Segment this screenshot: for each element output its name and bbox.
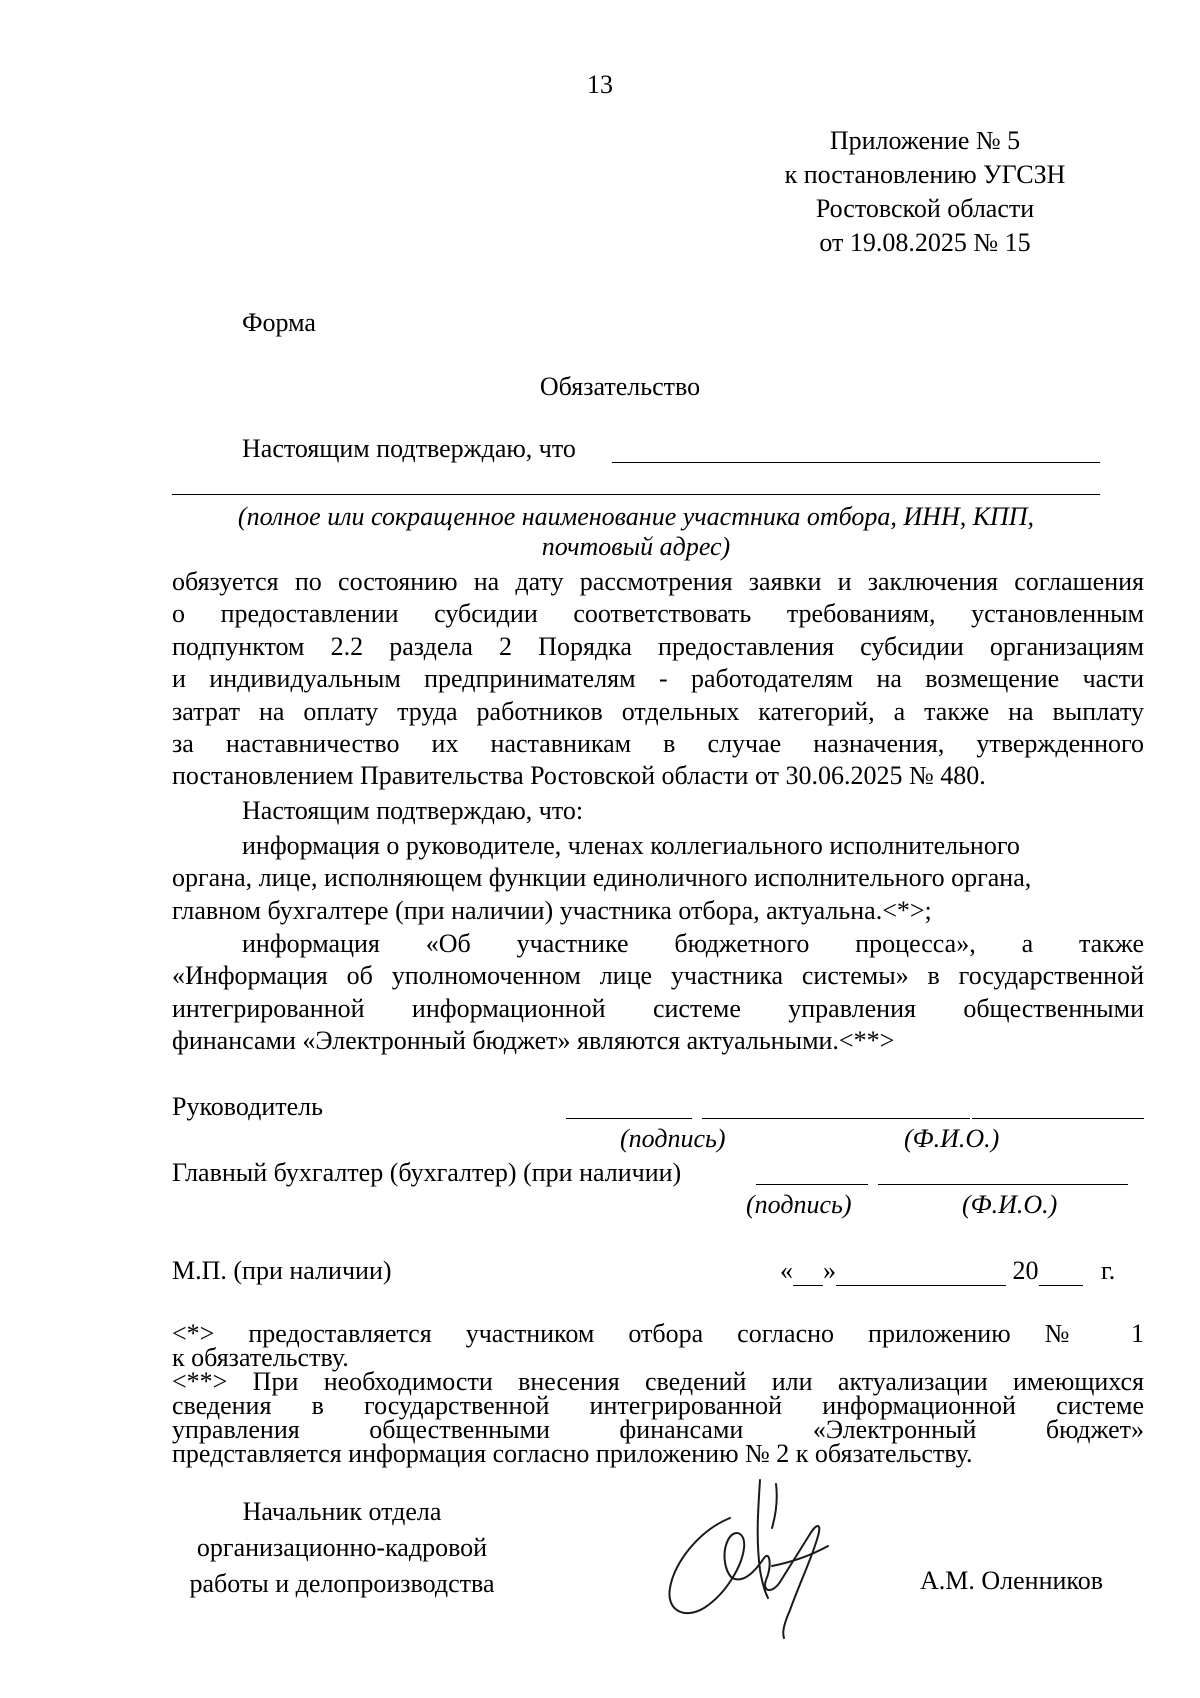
date-close-quote: » <box>823 1256 836 1285</box>
paragraph-line: за наставничество их наставникам в случае назначения, утвержденного <box>172 729 1144 759</box>
footnote2-line: представляется информация согласно приложению № 2 к обязательству. <box>172 1439 973 1468</box>
info1-line: главном бухгалтере (при наличии) участника отбора, актуальна.<*>; <box>172 895 932 925</box>
signer-position-line-2: организационно-кадровой <box>196 1533 488 1562</box>
signer-position <box>172 1494 512 1602</box>
info2-line: «Информация об уполномоченном лице участника системы» в государственной <box>172 961 1144 991</box>
accountant-name-hint: (Ф.И.О.) <box>962 1190 1058 1219</box>
head-extra-line[interactable] <box>972 1118 1144 1119</box>
name-hint-line-2: почтовый адрес) <box>541 532 731 561</box>
page-number: 13 <box>587 70 613 99</box>
footnote-1 <box>172 1319 1144 1372</box>
head-name-hint: (Ф.И.О.) <box>904 1124 1000 1153</box>
name-blank-line-1[interactable] <box>612 462 1100 463</box>
date-year-suffix: г. <box>1101 1256 1116 1285</box>
stamp-label: М.П. (при наличии) <box>172 1256 392 1285</box>
form-label: Форма <box>242 308 316 337</box>
document-title: Обязательство <box>539 372 701 401</box>
date-year-prefix: 20 <box>1012 1256 1039 1285</box>
info2-line: интегрированной информационной системе управления общественными <box>172 993 1144 1023</box>
paragraph-line: затрат на оплату труда работников отдельных категорий, а также на выплату <box>172 696 1144 726</box>
appendix-line-3: Ростовской области <box>815 194 1035 223</box>
info-block-2 <box>172 928 1144 1058</box>
appendix-block <box>760 124 1090 260</box>
handwritten-signature-icon <box>660 1470 860 1640</box>
paragraph-line: подпунктом 2.2 раздела 2 Порядка предоставления субсидии организациям <box>172 631 1144 661</box>
head-signature-line[interactable] <box>566 1118 692 1119</box>
paragraph-line: и индивидуальным предпринимателям - работодателям на возмещение части <box>172 664 1144 694</box>
date-month-blank[interactable] <box>836 1261 1006 1286</box>
date-year-blank[interactable] <box>1039 1261 1083 1286</box>
paragraph-line: постановлением Правительства Ростовской области от 30.06.2025 № 480. <box>172 761 986 791</box>
name-hint-line-1: (полное или сокращенное наименование участника отбора, ИНН, КПП, <box>237 502 1035 531</box>
intro-text: Настоящим подтверждаю, что <box>242 434 576 463</box>
signer-position-line-3: работы и делопроизводства <box>189 1569 495 1598</box>
footnote1-line: к обязательству. <box>172 1343 349 1372</box>
head-signature-hint: (подпись) <box>620 1124 726 1153</box>
appendix-line-1: Приложение № 5 <box>829 126 1021 155</box>
name-hint <box>172 502 1100 562</box>
info2-line: информация «Об участнике бюджетного процесса», а также <box>242 929 1144 958</box>
confirm-heading: Настоящим подтверждаю, что: <box>242 796 584 825</box>
date-open-quote: « <box>780 1256 793 1285</box>
paragraph-line: о предоставлении субсидии соответствовать требованиям, установленным <box>172 599 1144 629</box>
head-name-line[interactable] <box>702 1118 970 1119</box>
appendix-line-2: к постановлению УГСЗН <box>784 160 1066 189</box>
head-label: Руководитель <box>172 1092 323 1121</box>
footnote-2 <box>172 1367 1144 1468</box>
accountant-signature-hint: (подпись) <box>746 1190 852 1219</box>
info-block-1 <box>172 830 1144 927</box>
accountant-signature-line[interactable] <box>756 1184 868 1185</box>
footnote2-line: сведения в государственной интегрированной информационной системе <box>172 1391 1144 1420</box>
signer-name: А.М. Оленников <box>920 1566 1104 1595</box>
info2-line: финансами «Электронный бюджет» являются актуальными.<**> <box>172 1026 895 1056</box>
footnote2-line: управления общественными финансами «Электронный бюджет» <box>172 1415 1144 1444</box>
accountant-name-line[interactable] <box>878 1184 1128 1185</box>
info1-line: органа, лице, исполняющем функции единоличного исполнительного органа, <box>172 863 1032 893</box>
main-paragraph <box>172 566 1144 793</box>
footnote2-line: <**> При необходимости внесения сведений или актуализации имеющихся <box>172 1367 1144 1396</box>
info1-line: информация о руководителе, членах коллегиального исполнительного <box>242 831 1020 860</box>
date-field[interactable] <box>780 1256 1115 1286</box>
name-blank-line-2[interactable] <box>172 494 1100 495</box>
date-day-blank[interactable] <box>793 1261 823 1286</box>
signer-position-line-1: Начальник отдела <box>242 1497 442 1526</box>
accountant-label: Главный бухгалтер (бухгалтер) (при наличии) <box>172 1158 682 1187</box>
footnote1-line: <*> предоставляется участником отбора согласно приложению № 1 <box>172 1319 1144 1348</box>
appendix-line-4: от 19.08.2025 № 15 <box>819 228 1031 257</box>
paragraph-line: обязуется по состоянию на дату рассмотрения заявки и заключения соглашения <box>172 567 1144 596</box>
